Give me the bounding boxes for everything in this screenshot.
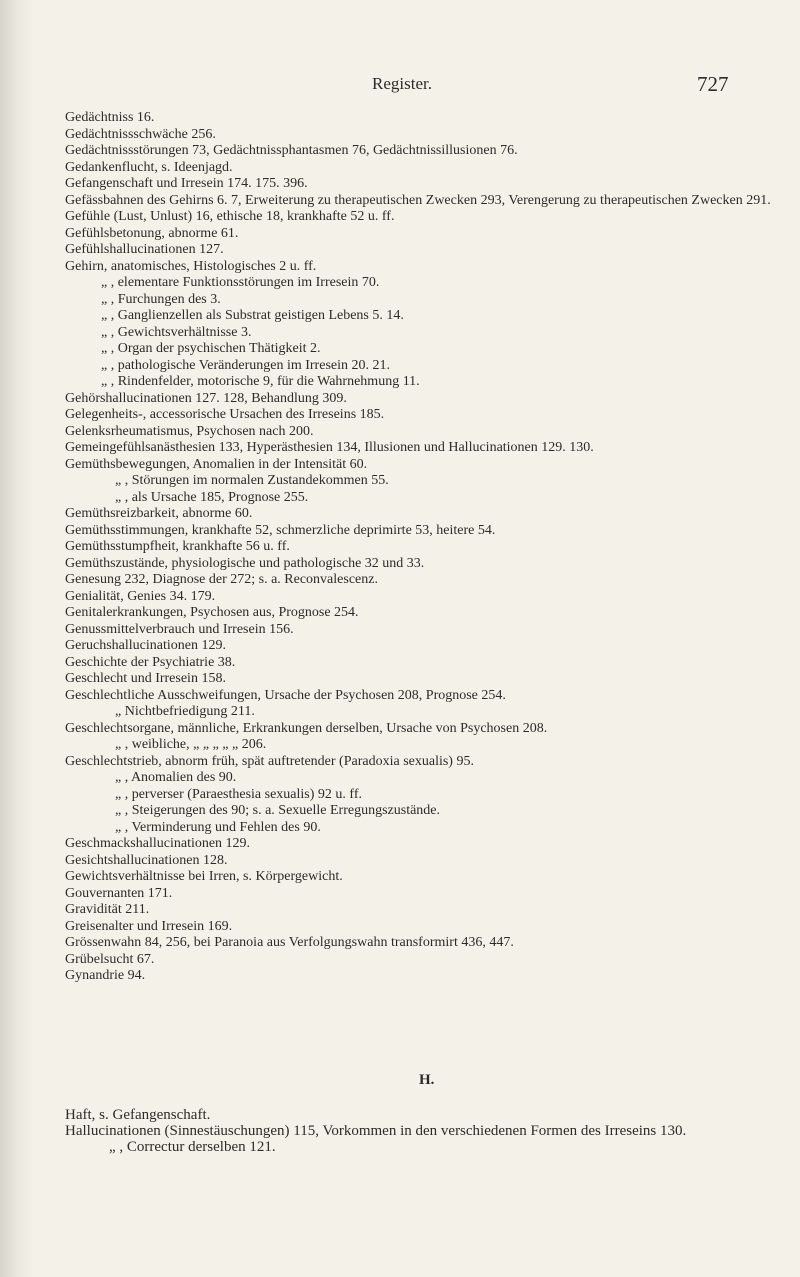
index-entry: Gefühlshallucinationen 127. — [65, 242, 224, 257]
index-subentry: „ , pathologische Veränderungen im Irresein 20. 21. — [101, 357, 390, 373]
running-title: Register. — [372, 74, 432, 93]
index-entry: Gehirn, anatomisches, Histologisches 2 u. ff. — [65, 258, 317, 274]
index-subentry: „ , Steigerungen des 90; s. a. Sexuelle Erregungszustände. — [115, 803, 441, 818]
index-subentry: „ , Correctur derselben 121. — [109, 1139, 276, 1155]
index-entry: Hallucinationen (Sinnestäuschungen) 115, Vorkommen in den verschiedenen Formen des Irreseins 130. — [65, 1123, 687, 1139]
index-entry: Geschlechtliche Ausschweifungen, Ursache der Psychosen 208, Prognose 254. — [65, 687, 506, 703]
index-entry: Gedächtnissschwäche 256. — [65, 126, 216, 142]
index-entry: Gefühle (Lust, Unlust) 16, ethische 18, krankhafte 52 u. ff. — [65, 209, 395, 224]
index-entry: Greisenalter und Irresein 169. — [65, 918, 233, 934]
index-entry: Geschichte der Psychiatrie 38. — [65, 654, 236, 670]
index-entry: Gemüthsbewegungen, Anomalien in der Intensität 60. — [65, 456, 368, 472]
index-entry: Genitalerkrankungen, Psychosen aus, Prognose 254. — [65, 605, 359, 620]
index-entry: Genesung 232, Diagnose der 272; s. a. Reconvalescenz. — [65, 572, 378, 587]
index-entry: Gravidität 211. — [65, 902, 150, 917]
index-entry: Gemüthszustände, physiologische und pathologische 32 und 33. — [65, 555, 425, 571]
page-number: 727 — [697, 72, 729, 96]
index-entry: Gemüthsstumpfheit, krankhafte 56 u. ff. — [65, 539, 290, 554]
index-subentry: „ , Organ der psychischen Thätigkeit 2. — [101, 341, 321, 356]
index-entry: Gedächtniss 16. — [65, 110, 155, 125]
index-entry: Gemüthsstimmungen, krankhafte 52, schmerzliche deprimirte 53, heitere 54. — [65, 522, 496, 538]
index-subentry: „ Nichtbefriedigung 211. — [115, 704, 255, 719]
index-subentry: „ , elementare Funktionsstörungen im Irresein 70. — [101, 275, 380, 290]
section-heading-h: H. — [419, 1072, 435, 1088]
index-entry: Gemüthsreizbarkeit, abnorme 60. — [65, 506, 253, 521]
index-entry: Geschmackshallucinationen 129. — [65, 836, 251, 851]
index-subentry: „ , Rindenfelder, motorische 9, für die Wahrnehmung 11. — [101, 374, 420, 389]
index-subentry: „ , perverser (Paraesthesia sexualis) 92 u. ff. — [115, 786, 362, 802]
index-entry: Gefässbahnen des Gehirns 6. 7, Erweiterung zu therapeutischen Zwecken 293, Verengerung zu therapeutischen Zwecken 291. — [65, 192, 771, 208]
index-entry: Grössenwahn 84, 256, bei Paranoia aus Verfolgungswahn transformirt 436, 447. — [65, 935, 514, 950]
index-subentry: „ , weibliche, „ „ „ „ „ 206. — [115, 737, 267, 752]
index-entry: Gemeingefühlsanästhesien 133, Hyperästhesien 134, Illusionen und Hallucinationen 129. 130. — [65, 440, 594, 455]
index-entries-h — [65, 1107, 785, 1155]
index-entry: Geruchshallucinationen 129. — [65, 638, 226, 653]
index-entry: Geschlechtstrieb, abnorm früh, spät auftretender (Paradoxia sexualis) 95. — [65, 753, 474, 769]
index-entry: Haft, s. Gefangenschaft. — [65, 1107, 211, 1123]
index-entry: Gelenksrheumatismus, Psychosen nach 200. — [65, 423, 314, 439]
index-entry: Gedächtnissstörungen 73, Gedächtnissphantasmen 76, Gedächtnissillusionen 76. — [65, 143, 518, 158]
index-subentry: „ , Gewichtsverhältnisse 3. — [101, 324, 252, 340]
index-entry: Genialität, Genies 34. 179. — [65, 588, 216, 604]
index-entry: Gynandrie 94. — [65, 968, 146, 983]
index-subentry: „ , als Ursache 185, Prognose 255. — [115, 489, 309, 505]
index-entry: Gesichtshallucinationen 128. — [65, 852, 228, 868]
page-edge-shadow — [0, 0, 34, 1277]
page-header — [0, 74, 800, 98]
index-subentry: „ , Störungen im normalen Zustandekommen 55. — [115, 473, 389, 488]
index-subentry: „ , Anomalien des 90. — [115, 770, 237, 785]
index-entry: Gefühlsbetonung, abnorme 61. — [65, 225, 239, 241]
index-entry: Gefangenschaft und Irresein 174. 175. 396. — [65, 176, 308, 191]
index-entry: Geschlechtsorgane, männliche, Erkrankungen derselben, Ursache von Psychosen 208. — [65, 720, 548, 736]
index-entry: Gedankenflucht, s. Ideenjagd. — [65, 159, 233, 175]
index-entry: Gelegenheits-, accessorische Ursachen des Irreseins 185. — [65, 407, 385, 422]
index-entry: Geschlecht und Irresein 158. — [65, 671, 226, 686]
index-entries-g — [65, 110, 780, 985]
index-entry: Gehörshallucinationen 127. 128, Behandlung 309. — [65, 390, 347, 406]
index-entry: Grübelsucht 67. — [65, 951, 155, 967]
index-entry: Genussmittelverbrauch und Irresein 156. — [65, 621, 294, 637]
index-subentry: „ , Verminderung und Fehlen des 90. — [115, 819, 321, 835]
index-subentry: „ , Ganglienzellen als Substrat geistigen Lebens 5. 14. — [101, 308, 404, 323]
index-entry: Gewichtsverhältnisse bei Irren, s. Körpergewicht. — [65, 869, 343, 884]
index-entry: Gouvernanten 171. — [65, 885, 173, 901]
index-subentry: „ , Furchungen des 3. — [101, 291, 221, 307]
